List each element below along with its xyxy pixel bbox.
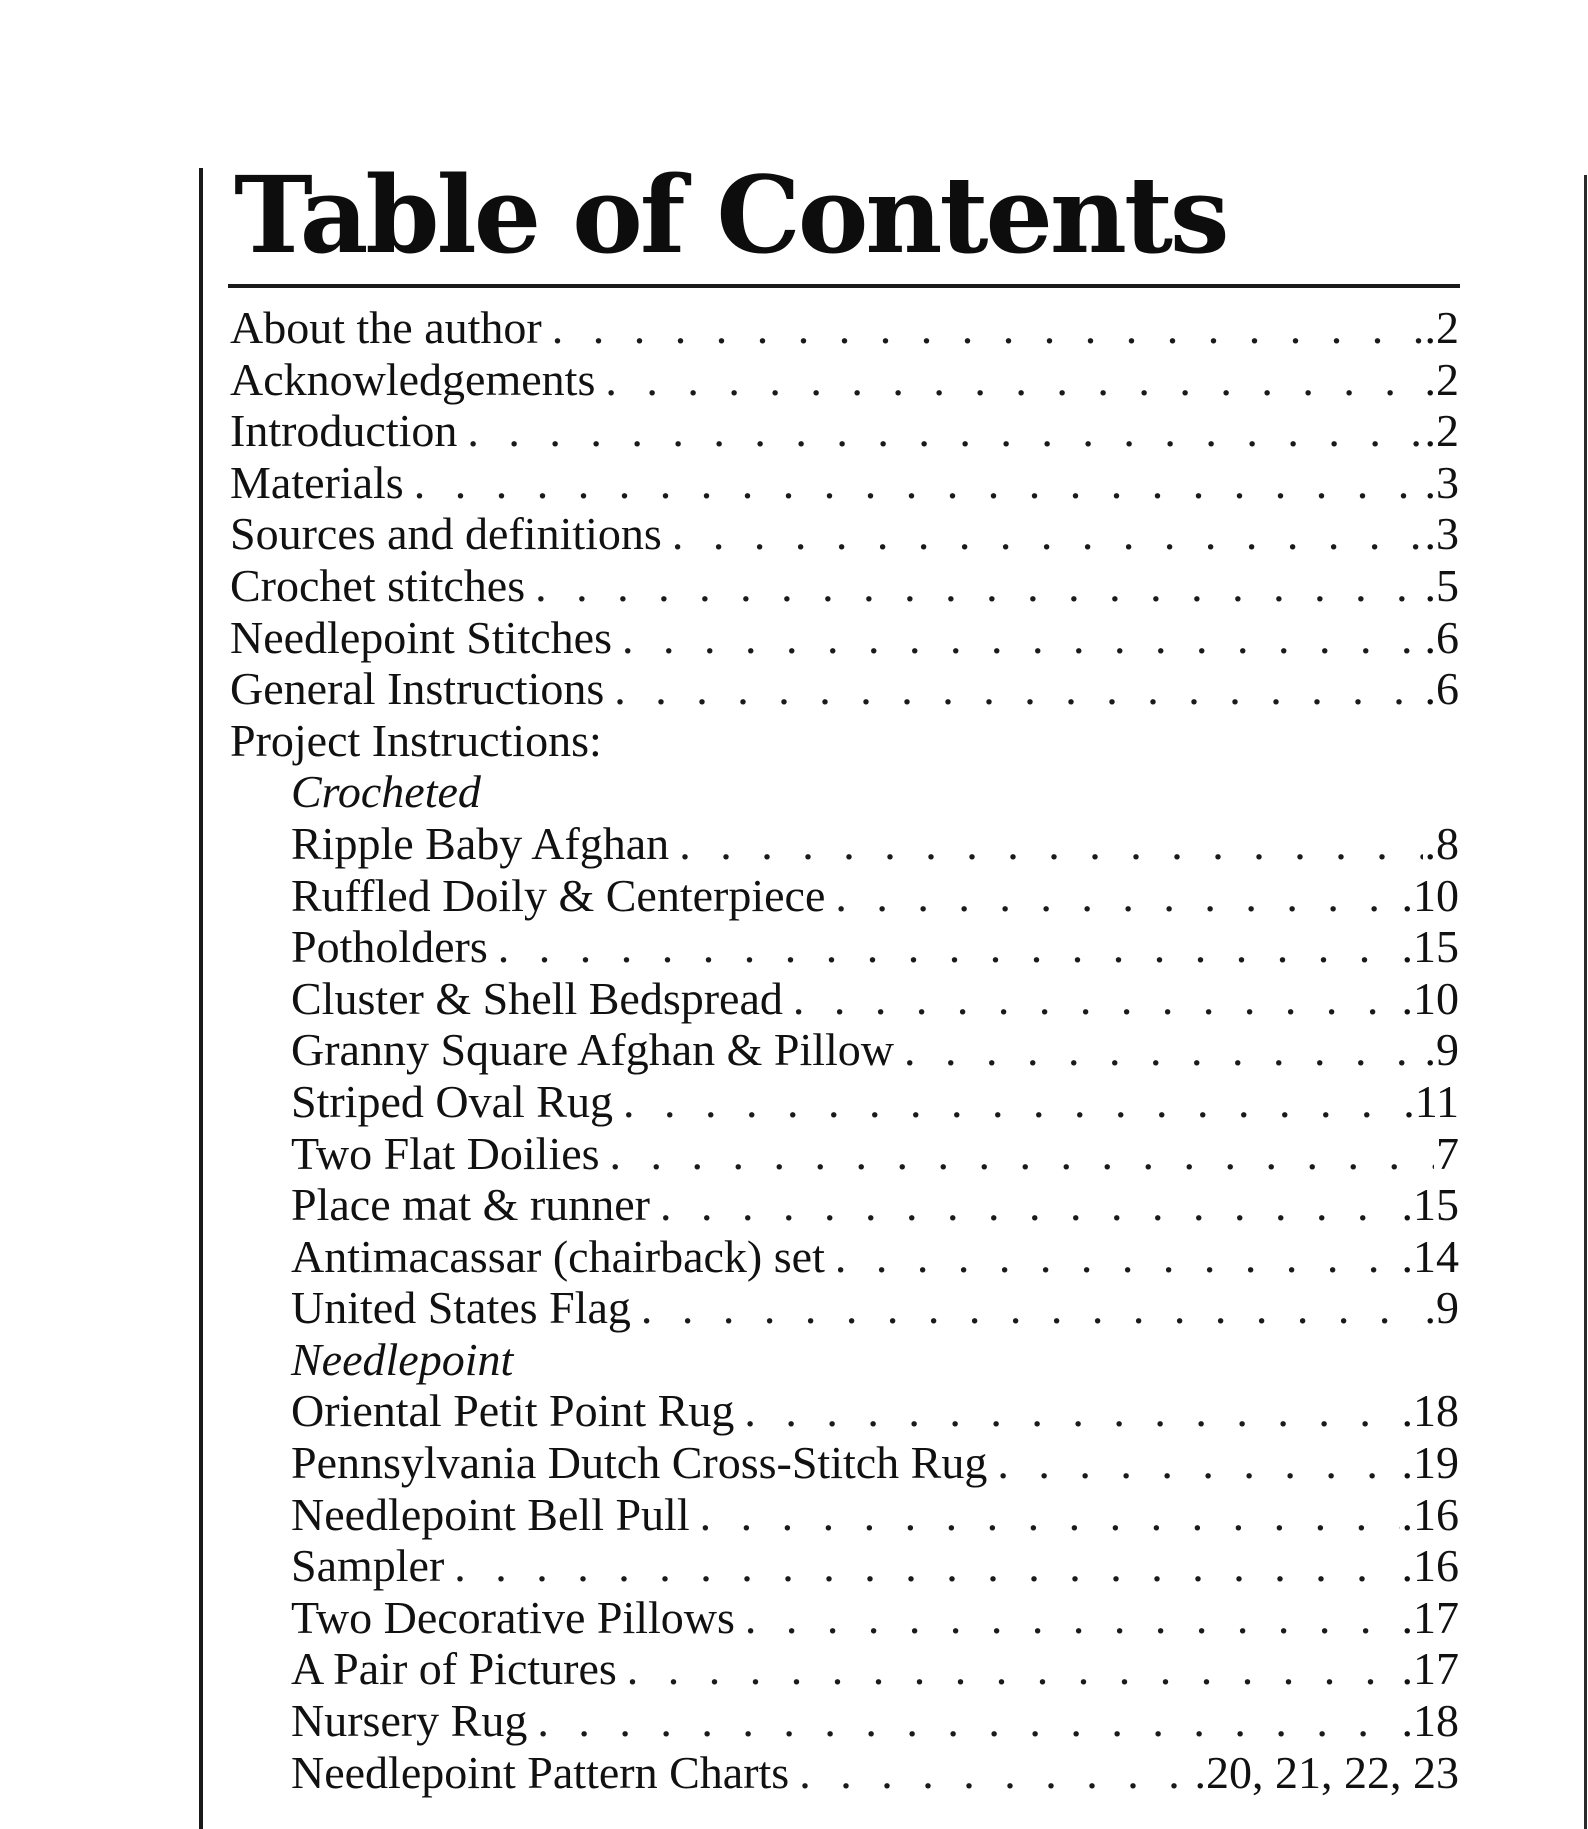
toc-entry-label: Acknowledgements bbox=[230, 353, 596, 405]
toc-entry-page: .3 bbox=[1424, 456, 1459, 508]
dot-leader bbox=[641, 1282, 1423, 1334]
toc-entry-page: .20, 21, 22, 23 bbox=[1194, 1746, 1459, 1798]
toc-entry-page: .8 bbox=[1424, 817, 1459, 869]
toc-entry-page: .17 bbox=[1401, 1591, 1459, 1643]
dot-leader bbox=[535, 560, 1422, 612]
dot-leader bbox=[745, 1592, 1400, 1644]
toc-entry-page: .18 bbox=[1401, 1695, 1459, 1747]
subsection-heading-crocheted bbox=[230, 766, 1459, 818]
dot-leader bbox=[614, 663, 1422, 715]
toc-entry[interactable] bbox=[230, 302, 1459, 354]
toc-entry-label: Needlepoint Bell Pull bbox=[291, 1488, 690, 1540]
toc-entry-page: .17 bbox=[1401, 1643, 1459, 1695]
toc-entry-page: .6 bbox=[1424, 663, 1459, 715]
toc-entry-label: Cluster & Shell Bedspread bbox=[291, 972, 783, 1024]
toc-entry-page: .10 bbox=[1401, 869, 1459, 921]
toc-entry[interactable] bbox=[230, 1385, 1459, 1437]
toc-entry-page: .2 bbox=[1424, 353, 1459, 405]
subsection-heading-label: Needlepoint bbox=[291, 1333, 514, 1385]
dot-leader bbox=[672, 508, 1423, 560]
toc-entry-page: .2 bbox=[1424, 302, 1459, 353]
toc-entry[interactable] bbox=[230, 354, 1459, 406]
toc-entry-page: 7 bbox=[1436, 1127, 1459, 1179]
dot-leader bbox=[835, 1231, 1400, 1283]
toc-entry[interactable] bbox=[230, 818, 1459, 870]
toc-entry[interactable] bbox=[230, 921, 1459, 973]
toc-entry-page: .6 bbox=[1424, 611, 1459, 663]
dot-leader bbox=[498, 921, 1400, 973]
dot-leader bbox=[467, 405, 1422, 457]
toc-entry-label: United States Flag bbox=[291, 1282, 631, 1334]
dot-leader bbox=[793, 973, 1400, 1025]
dot-leader bbox=[454, 1540, 1399, 1592]
toc-entry[interactable] bbox=[230, 612, 1459, 664]
dot-leader bbox=[623, 1076, 1401, 1128]
toc-entry[interactable] bbox=[230, 973, 1459, 1025]
toc-entry[interactable] bbox=[230, 870, 1459, 922]
toc-entry[interactable] bbox=[230, 1489, 1459, 1541]
toc-entry-label: Two Flat Doilies bbox=[291, 1127, 600, 1179]
toc-entry-label: Sources and definitions bbox=[230, 508, 662, 560]
toc-entry[interactable] bbox=[230, 1540, 1459, 1592]
table-of-contents bbox=[230, 302, 1459, 1798]
toc-entry-label: Potholders bbox=[291, 921, 488, 973]
dot-leader bbox=[744, 1385, 1399, 1437]
toc-entry-page: .19 bbox=[1401, 1437, 1459, 1489]
right-page-edge bbox=[1584, 175, 1587, 1829]
toc-entry-label: Needlepoint Stitches bbox=[230, 611, 612, 663]
toc-entry[interactable] bbox=[230, 1643, 1459, 1695]
toc-entry[interactable] bbox=[230, 1128, 1459, 1180]
toc-entry[interactable] bbox=[230, 1024, 1459, 1076]
toc-entry-label: Sampler bbox=[291, 1540, 445, 1592]
toc-entry-label: Two Decorative Pillows bbox=[291, 1591, 735, 1643]
toc-entry-page: .18 bbox=[1401, 1385, 1459, 1437]
dot-leader bbox=[997, 1437, 1399, 1489]
toc-entry[interactable] bbox=[230, 1592, 1459, 1644]
toc-entry-label: Crochet stitches bbox=[230, 559, 526, 611]
toc-entry-page: .16 bbox=[1401, 1540, 1459, 1592]
dot-leader bbox=[622, 612, 1423, 664]
dot-leader bbox=[679, 818, 1422, 870]
toc-entry[interactable] bbox=[230, 1179, 1459, 1231]
toc-entry-label: Materials bbox=[230, 456, 404, 508]
toc-entry-page: .10 bbox=[1401, 972, 1459, 1024]
toc-entry-label: Oriental Petit Point Rug bbox=[291, 1385, 735, 1437]
toc-entry-label: About the author bbox=[230, 302, 542, 353]
toc-entry[interactable] bbox=[230, 1282, 1459, 1334]
dot-leader bbox=[660, 1179, 1400, 1231]
toc-entry[interactable] bbox=[230, 560, 1459, 612]
toc-entry-page: .5 bbox=[1424, 559, 1459, 611]
toc-entry-page: .9 bbox=[1424, 1282, 1459, 1334]
title-underline-rule bbox=[228, 284, 1460, 288]
dot-leader bbox=[835, 870, 1399, 922]
toc-entry[interactable] bbox=[230, 405, 1459, 457]
left-margin-rule bbox=[199, 168, 203, 1829]
toc-entry-label: Introduction bbox=[230, 405, 458, 457]
toc-entry[interactable] bbox=[230, 1231, 1459, 1283]
dot-leader bbox=[552, 302, 1423, 354]
toc-entry-label: General Instructions bbox=[230, 663, 605, 715]
toc-entry-label: Nursery Rug bbox=[291, 1695, 528, 1747]
toc-entry[interactable] bbox=[230, 1747, 1459, 1799]
dot-leader bbox=[610, 1128, 1434, 1180]
toc-entry[interactable] bbox=[230, 1076, 1459, 1128]
subsection-heading-label: Crocheted bbox=[291, 766, 481, 818]
toc-entry-page: .15 bbox=[1401, 921, 1459, 973]
toc-entry-label: Antimacassar (chairback) set bbox=[291, 1230, 825, 1282]
dot-leader bbox=[414, 457, 1423, 509]
toc-entry[interactable] bbox=[230, 1695, 1459, 1747]
toc-entry-page: .15 bbox=[1401, 1179, 1459, 1231]
toc-entry-label: A Pair of Pictures bbox=[291, 1643, 617, 1695]
section-heading-label: Project Instructions: bbox=[230, 714, 602, 766]
dot-leader bbox=[627, 1643, 1400, 1695]
dot-leader bbox=[605, 354, 1422, 406]
toc-entry-page: .3 bbox=[1424, 508, 1459, 560]
toc-entry-page: .11 bbox=[1403, 1075, 1459, 1127]
toc-entry-page: .2 bbox=[1424, 405, 1459, 457]
toc-entry-label: Place mat & runner bbox=[291, 1179, 650, 1231]
toc-entry-page: .16 bbox=[1401, 1488, 1459, 1540]
toc-entry[interactable] bbox=[230, 457, 1459, 509]
toc-entry-label: Needlepoint Pattern Charts bbox=[291, 1746, 790, 1798]
subsection-heading-needlepoint bbox=[230, 1334, 1459, 1386]
toc-entry-label: Granny Square Afghan & Pillow bbox=[291, 1024, 895, 1076]
toc-entry-label: Ruffled Doily & Centerpiece bbox=[291, 869, 826, 921]
section-heading-project-instructions bbox=[230, 715, 1459, 767]
dot-leader bbox=[904, 1024, 1422, 1076]
toc-entry[interactable] bbox=[230, 1437, 1459, 1489]
dot-leader bbox=[700, 1489, 1400, 1541]
page-title: Table of Contents bbox=[234, 152, 1227, 277]
toc-entry[interactable] bbox=[230, 508, 1459, 560]
toc-entry[interactable] bbox=[230, 663, 1459, 715]
toc-entry-label: Striped Oval Rug bbox=[291, 1075, 613, 1127]
toc-entry-page: .14 bbox=[1401, 1230, 1459, 1282]
toc-entry-label: Pennsylvania Dutch Cross-Stitch Rug bbox=[291, 1437, 988, 1489]
toc-entry-label: Ripple Baby Afghan bbox=[291, 817, 670, 869]
toc-entry-page: .9 bbox=[1424, 1024, 1459, 1076]
dot-leader bbox=[799, 1747, 1192, 1799]
dot-leader bbox=[537, 1695, 1399, 1747]
